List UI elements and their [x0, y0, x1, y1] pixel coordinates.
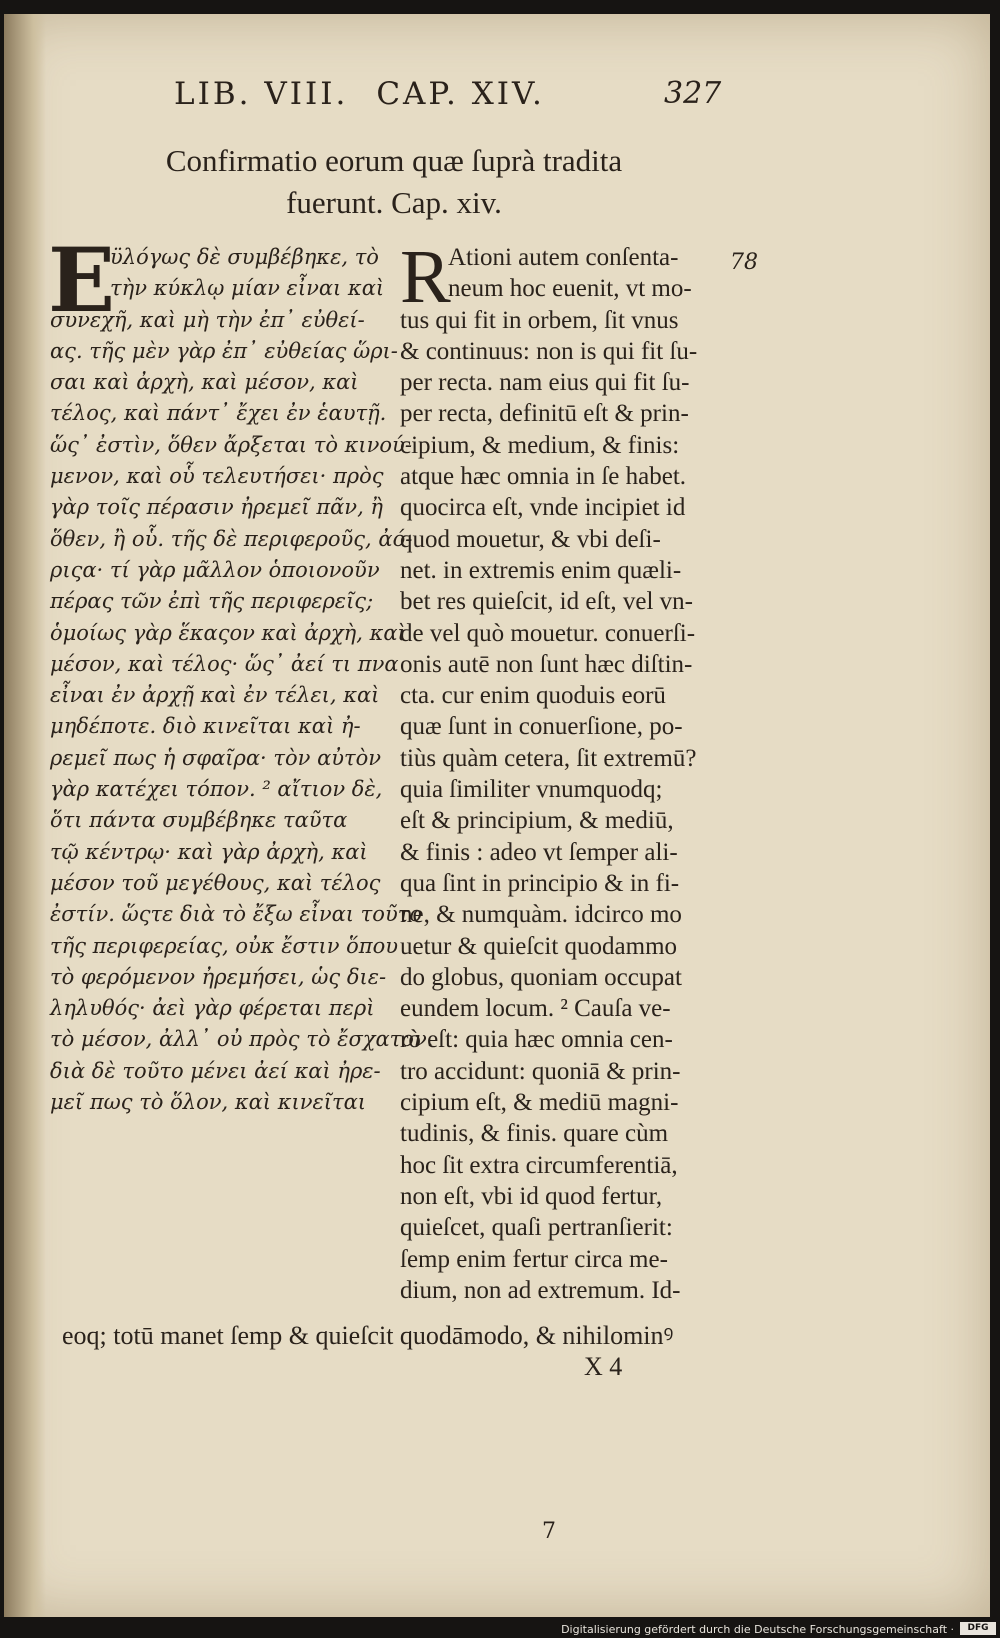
latin-line: quod mouetur, & vbi deſi- — [400, 525, 661, 553]
latin-line: neum hoc euenit, vt mo- — [448, 275, 692, 303]
latin-line: de vel quò mouetur. conuerſi- — [400, 619, 696, 647]
latin-line: ne, & numquàm. idcirco mo — [400, 901, 682, 929]
greek-line: μενον, καὶ οὗ τελευτήσει· πρὸς — [50, 464, 384, 489]
greek-line: ρεμεῖ πως ἡ σφαῖρα· τὸν αὐτὸν — [50, 745, 382, 770]
latin-line: Ationi autem conſenta- — [448, 244, 679, 271]
greek-line: γὰρ τοῖς πέρασιν ἠρεμεῖ πᾶν, ἢ — [50, 495, 383, 520]
latin-drop-cap: R — [400, 235, 451, 319]
latin-line: hoc ſit extra circumferentiā, — [400, 1151, 678, 1179]
greek-line: ὅθεν, ἢ οὗ. τῆς δὲ περιφεροῦς, ἀό- — [50, 526, 413, 551]
latin-line: qua ſint in principio & in fi- — [400, 869, 680, 897]
latin-line: onis autē non ſunt hæc diſtin- — [400, 650, 693, 678]
greek-line: ἐστίν. ὥςτε διὰ τὸ ἔξω εἶναι τοῦτο — [50, 902, 422, 927]
latin-line: tiùs quàm cetera, ſit extremū? — [400, 744, 697, 772]
greek-line: ϋλόγως δὲ συμβέβηκε, τὸ — [110, 245, 379, 269]
greek-line: τῆς περιφερείας, οὐκ ἔστιν ὅπου — [50, 933, 399, 958]
latin-line: quieſcet, quaſi pertranſierit: — [400, 1214, 673, 1242]
latin-line: eſt & principium, & mediū, — [400, 807, 674, 835]
greek-line: τῷ κέντρῳ· καὶ γὰρ ἀρχὴ, καὶ — [50, 839, 368, 864]
latin-line: quia ſimiliter vnumquodq; — [400, 776, 663, 804]
greek-drop-cap: E — [48, 228, 116, 332]
greek-line: ριςα· τί γὰρ μᾶλλον ὁποιονοῦν — [50, 557, 380, 582]
latin-line: cipium eſt, & mediū magni- — [400, 1089, 679, 1117]
greek-line: ὥς᾽ ἐστὶν, ὅθεν ἄρξεται τὸ κινού- — [50, 432, 412, 457]
greek-line: τὸ φερόμενον ἠρεμήσει, ὡς διε- — [50, 964, 387, 989]
latin-line: ſemp enim fertur circa me- — [400, 1245, 668, 1273]
greek-line: μεῖ πως τὸ ὅλον, καὶ κινεῖται — [50, 1090, 367, 1115]
latin-line: eundem locum. ² Cauſa ve- — [400, 995, 671, 1023]
full-width-line: eoq; totū manet ſemp & quieſcit quodāmodo, & nihilominꝰ — [62, 1321, 674, 1350]
latin-line: per recta, definitū eſt & prin- — [400, 400, 689, 428]
latin-line: quocirca eſt, vnde incipiet id — [400, 494, 686, 522]
latin-line: dium, non ad extremum. Id- — [400, 1276, 681, 1304]
latin-line: quæ ſunt in conuerſione, po- — [400, 713, 683, 741]
greek-line: μηδέποτε. διὸ κινεῖται καὶ ἠ- — [50, 714, 361, 739]
latin-line: do globus, quoniam occupat — [400, 963, 682, 991]
greek-line: τὸ μέσον, ἀλλ᾽ οὐ πρὸς τὸ ἔσχατον. — [50, 1027, 434, 1052]
chapter-heading-line-1: Confirmatio eorum quæ ſuprà tradita — [165, 143, 623, 178]
greek-line: ας. τῆς μὲν γὰρ ἐπ᾽ εὐθείας ὥρι- — [50, 338, 398, 363]
page-gutter-shadow — [4, 14, 46, 1617]
latin-line: cipium, & medium, & finis: — [400, 431, 680, 459]
greek-line: εἶναι ἐν ἀρχῇ καὶ ἐν τέλει, καὶ — [50, 683, 380, 708]
page-number: 327 — [664, 76, 722, 111]
chapter-heading — [114, 140, 674, 224]
latin-line: non eſt, vbi id quod fertur, — [400, 1182, 663, 1210]
latin-line: tus qui fit in orbem, ſit vnus — [400, 306, 679, 334]
running-head-lib: LIB. VIII. — [174, 76, 349, 112]
chapter-heading-line-2: fuerunt. Cap. xiv. — [286, 185, 502, 220]
latin-line: bet res quieſcit, id eſt, vel vn- — [400, 588, 693, 616]
running-head — [174, 76, 594, 112]
greek-line: ὁμοίως γὰρ ἕκαςον καὶ ἀρχὴ, καὶ — [50, 620, 406, 645]
latin-line: & finis : adeo vt ſemper ali- — [400, 838, 678, 866]
greek-line: συνεχῆ, καὶ μὴ τὴν ἐπ᾽ εὐθεί- — [50, 307, 365, 332]
dfg-logo: DFG — [960, 1622, 996, 1635]
greek-line: διὰ δὲ τοῦτο μένει ἀεί καὶ ἠρε- — [50, 1058, 381, 1083]
latin-line: atque hæc omnia in ſe habet. — [400, 463, 687, 491]
bottom-mark: 7 — [542, 1519, 556, 1544]
book-page — [4, 14, 990, 1617]
latin-line: & continuus: non is qui fit ſu- — [400, 337, 698, 365]
running-head-cap: CAP. XIV. — [376, 76, 545, 112]
latin-line: cta. cur enim quoduis eorū — [400, 682, 666, 710]
greek-column — [48, 228, 434, 1118]
greek-line: ληλυθός· ἀεὶ γὰρ φέρεται περὶ — [50, 996, 375, 1021]
latin-line: tudinis, & finis. quare cùm — [400, 1120, 669, 1148]
greek-line: σαι καὶ ἀρχὴ, καὶ μέσον, καὶ — [50, 370, 359, 395]
margin-note: 78 — [730, 250, 758, 275]
latin-line: uetur & quieſcit quodammo — [400, 932, 678, 960]
greek-line: ὅτι πάντα συμβέβηκε ταῦτα — [50, 808, 348, 833]
greek-line: μέσον τοῦ μεγέθους, καὶ τέλος — [50, 870, 381, 895]
latin-line: per recta. nam eius qui fit ſu- — [400, 369, 690, 397]
digitization-credit: Digitalisierung gefördert durch die Deutsche Forschungsgemeinschaft · — [561, 1623, 954, 1636]
latin-line: rò eſt: quia hæc omnia cen- — [400, 1026, 673, 1054]
greek-line: γὰρ κατέχει τόπον. ² αἴτιον δὲ, — [50, 777, 383, 802]
signature-mark: X 4 — [584, 1352, 623, 1381]
greek-line: τέλος, καὶ πάντ᾽ ἔχει ἐν ἑαυτῇ. — [50, 401, 387, 426]
latin-line: tro accidunt: quoniā & prin- — [400, 1057, 681, 1085]
latin-line: net. in extremis enim quæli- — [400, 556, 682, 584]
greek-line: τὴν κύκλῳ μίαν εἶναι καὶ — [110, 276, 385, 301]
greek-line: πέρας τῶν ἐπὶ τῆς περιφερεῖς; — [50, 589, 374, 614]
latin-column — [400, 235, 730, 1306]
greek-line: μέσον, καὶ τέλος· ὥς᾽ ἀεί τι πνα — [50, 651, 399, 676]
